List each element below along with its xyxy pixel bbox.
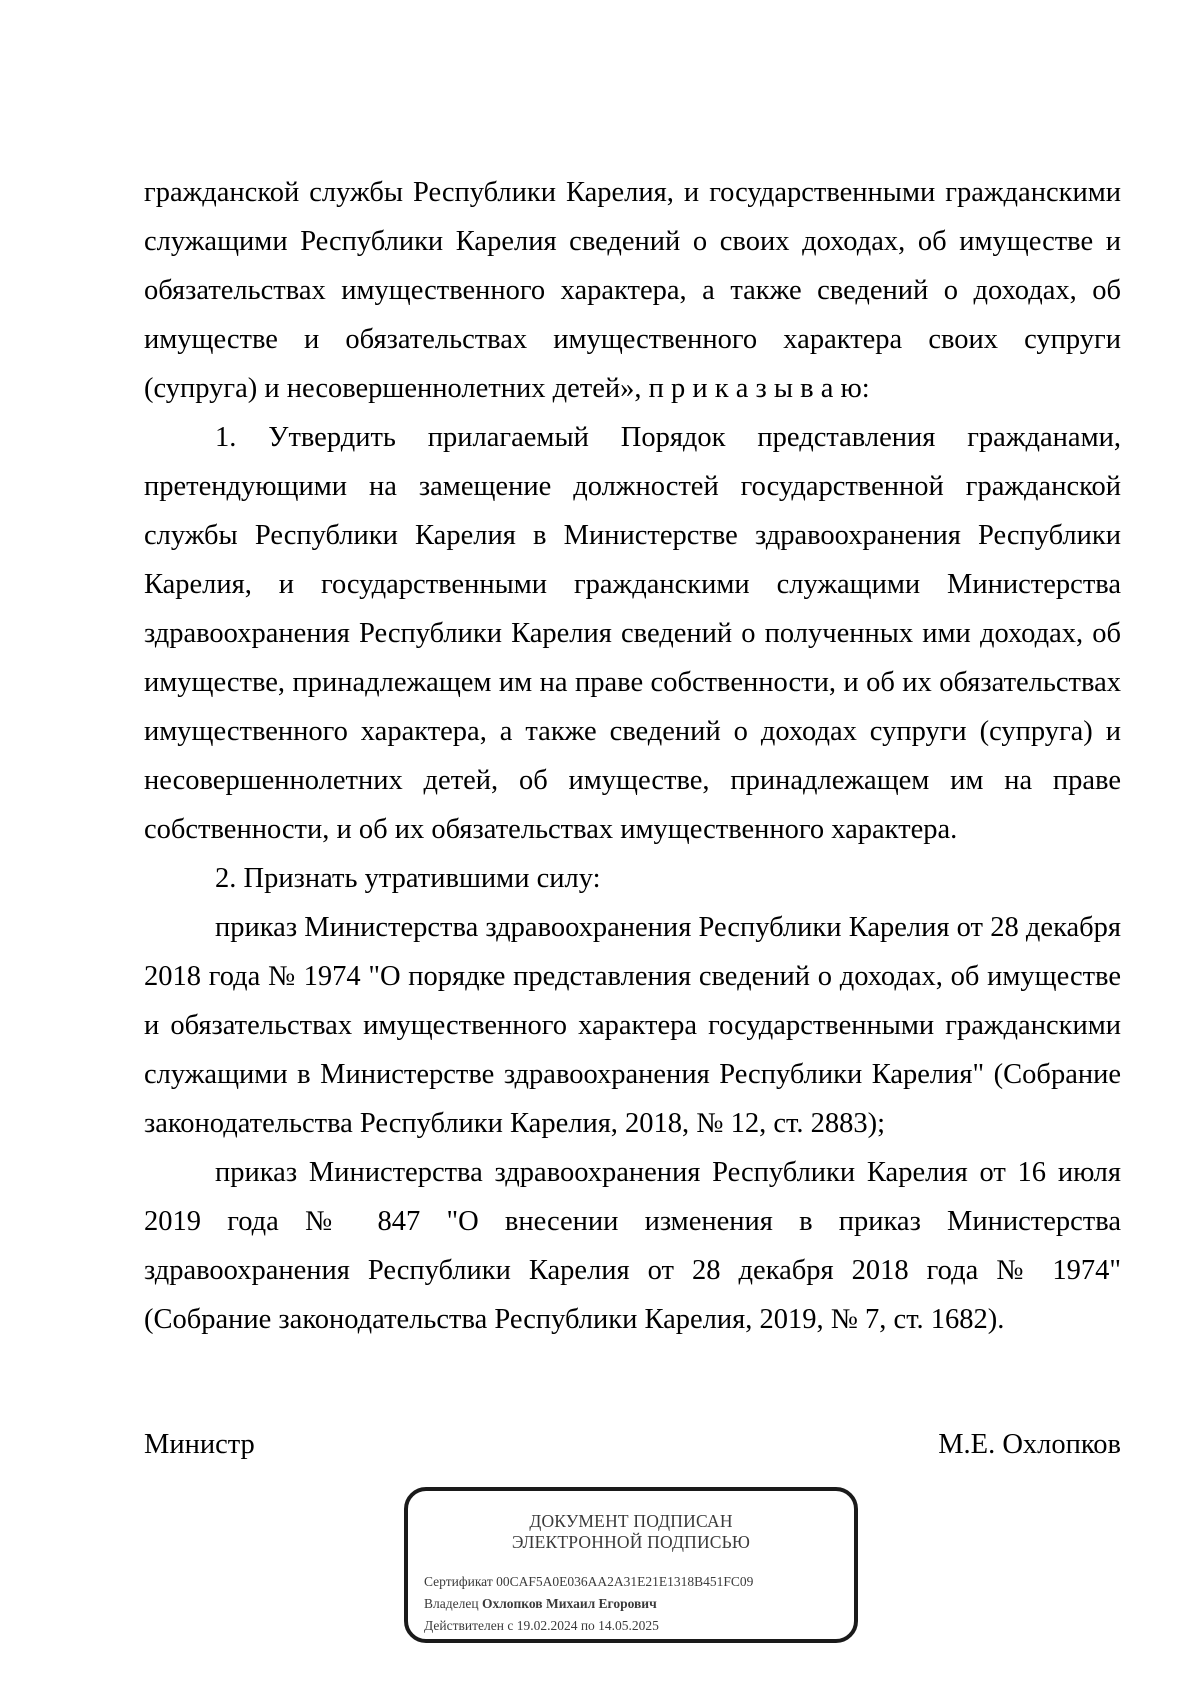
stamp-owner-row <box>424 1593 854 1615</box>
stamp-certificate-row <box>424 1571 854 1593</box>
stamp-valid-to-label: по <box>580 1618 595 1633</box>
stamp-valid-from-label: с <box>507 1618 514 1633</box>
paragraph-item-1: 1. Утвердить прилагаемый Порядок представления гражданами, претендующими на замещение должностей государственной гражданской службы Республики Карелия в Министерстве здравоохранения Республики Карелия, и государственными гражданскими служащими Министерства здравоохранения Республики Карелия сведений о полученных ими доходах, об имуществе, принадлежащем им на праве собственности, и об их обязательствах имущественного характера, а также сведений о доходах супруги (супруга) и несовершеннолетних детей, об имуществе, принадлежащем им на праве собственности, и об их обязательствах имущественного характера. <box>144 422 1121 845</box>
stamp-valid-to: 14.05.2025 <box>598 1618 659 1633</box>
paragraph-repealed-order-2: приказ Министерства здравоохранения Республики Карелия от 16 июля 2019 года № 847 "О внесении изменения в приказ Министерства здравоохранения Республики Карелия от 28 декабря 2018 года № 1974" (Собрание законодательства Республики Карелия, 2019, № 7, ст. 1682). <box>144 1157 1121 1335</box>
electronic-signature-stamp <box>404 1487 858 1643</box>
paragraph-preamble-end: гражданской службы Республики Карелия, и государственными гражданскими служащими Республики Карелия сведений о своих доходах, об имуществе и обязательствах имущественного характера, а также сведений о доходах, об имуществе и обязательствах имущественного характера своих супруги (супруга) и несовершеннолетних детей», п р и к а з ы в а ю: <box>144 177 1121 404</box>
signatory-position: Министр <box>144 1429 255 1460</box>
stamp-title-line-1: ДОКУМЕНТ ПОДПИСАН <box>529 1511 733 1531</box>
paragraph-item-2: 2. Признать утратившими силу: <box>215 863 601 894</box>
stamp-valid-label: Действителен <box>424 1618 504 1633</box>
stamp-owner-label: Владелец <box>424 1596 479 1611</box>
stamp-valid-from: 19.02.2024 <box>516 1618 578 1633</box>
stamp-title-line-2: ЭЛЕКТРОННОЙ ПОДПИСЬЮ <box>511 1532 751 1552</box>
stamp-title <box>408 1511 854 1553</box>
stamp-details <box>408 1571 854 1637</box>
stamp-validity-row <box>424 1615 854 1637</box>
stamp-owner-value: Охлопков Михаил Егорович <box>481 1596 657 1611</box>
paragraph-repealed-order-1: приказ Министерства здравоохранения Республики Карелия от 28 декабря 2018 года № 1974 "О порядке представления сведений о доходах, об имуществе и обязательствах имущественного характера государственными гражданскими служащими в Министерстве здравоохранения Республики Карелия" (Собрание законодательства Республики Карелия, 2018, № 12, ст. 2883); <box>144 912 1121 1139</box>
stamp-certificate-value: 00CAF5A0E036AA2A31E21E1318B451FC09 <box>496 1574 754 1589</box>
document-body <box>144 168 1121 1344</box>
stamp-certificate-label: Сертификат <box>424 1574 493 1589</box>
signatory-name: М.Е. Охлопков <box>938 1429 1121 1460</box>
signature-block <box>144 1425 1121 1465</box>
